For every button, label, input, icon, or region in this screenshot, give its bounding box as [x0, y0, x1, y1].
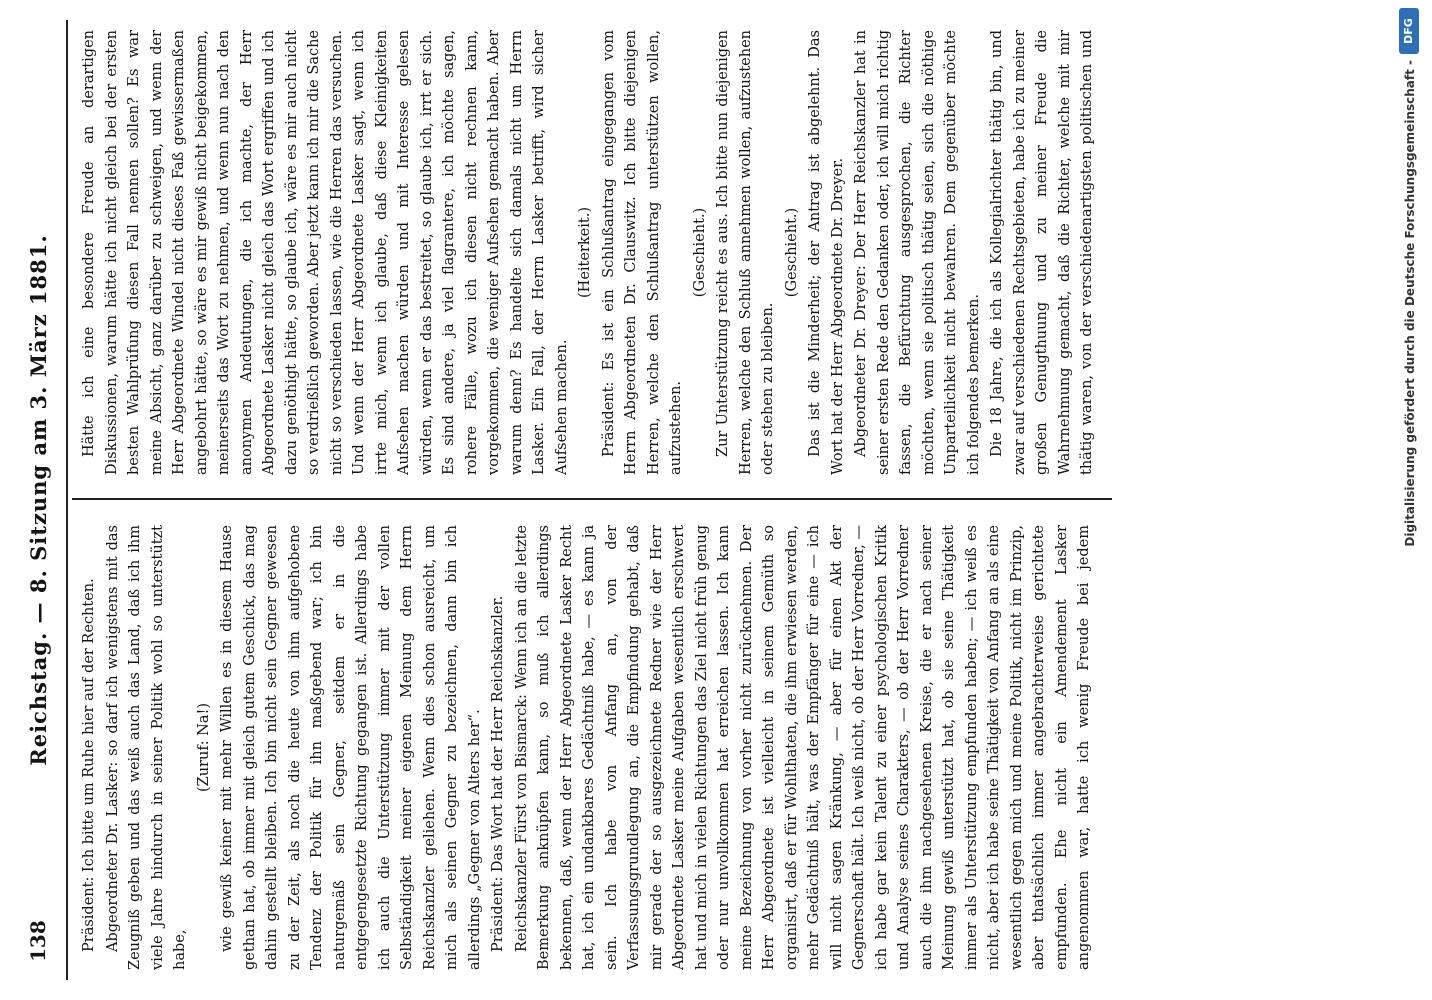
interjection: (Zuruf: Na!) — [195, 702, 212, 793]
page-header — [22, 12, 62, 988]
interjection: (Heiterkeit.) — [577, 207, 593, 298]
dfg-logo-label: DFG — [1402, 18, 1415, 44]
column-divider — [72, 498, 1112, 500]
paragraph: Reichskanzler Fürst von Bismarck: Wenn ich an die letzte Bemerkung anknüpfen kann, so muß ich allerdings bekennen, daß, wenn der Herr Abgeordnete Lasker Recht hat, ich ein undankbares Gedächtniß habe, — es kann ja sein. Ich habe von Anfang an, von der Verfassungsgrundlegung an, die Empfindung gehabt, daß mir gerade der so ausgezeichnete Redner wie der Herr Abgeordnete Lasker meine Aufgaben wesentlich erschwert hat und mich in vielen Richtungen das Ziel nicht früh genug oder nur unvollkommen hat erreichen lassen. Ich kann meine Bezeichnung von vorher nicht zurücknehmen. Der Herr Abgeordnete ist vielleicht in seinem Gemüth so organisirt, daß er für Wohlthaten, die ihm erwiesen werden, mehr Gedächtniß hält, was der Empfänger für eine — ich will nicht sagen Kränkung, — aber für einen Akt der Gegnerschaft hält. Ich weiß nicht, ob der Herr Vorredner, — ich habe gar kein Talent zu einer psychologischen Kritik und Analyse seines Charakters, — ob der Herr Vorredner auch die ihm nachgesehenen Kreise, die er nach seiner Meinung gewiß unterstützt hat, ob sie seine Thätigkeit immer als Unterstützung empfunden haben; — ich weiß es nicht, aber ich habe seine Thätigkeit von Anfang an als eine wesentlich gegen mich und meine Politik, nicht im Prinzip, aber thatsächlich immer angebrachterweise gerichtete empfunden. Ehe nicht ein Amendement Lasker angenommen war, hatte ich wenig Freude bei jedem — [513, 525, 1092, 970]
paragraph: Präsident: Es ist ein Schlußantrag eingegangen vom Herrn Abgeordneten Dr. Clauswitz. Ich bitte diejenigen Herren, welche den Schlußantrag unterstützen wollen, aufzustehen. — [600, 30, 684, 475]
paragraph: wie gewiß keiner mit mehr Willen es in diesem Hause gethan hat, ob immer mit gleich gutem Geschick, das mag dahin gestellt bleiben. Ich bin nicht sein Gegner gewesen zu der Zeit, als noch die heute von ihm aufgehobene Tendenz der Politik für ihn maßgebend war; ich bin naturgemäß sein Gegner, seitdem er in die entgegengesetzte Richtung gegangen ist. Allerdings habe ich auch die Unterstützung immer mit der vollen Selbständigkeit meiner eigenen Meinung dem Herrn Reichskanzler geliehen. Wenn dies schon ausreicht, um mich als seinen Gegner zu bezeichnen, dann bin ich allerdings „Gegner von Alters her“. — [219, 525, 483, 970]
digitization-credit: Digitalisierung gefördert durch die Deutsche Forschungsgemeinschaft - — [1403, 60, 1417, 547]
text-column-right — [78, 30, 1098, 475]
header-rule — [66, 20, 68, 980]
paragraph: Abgeordneter Dr. Dreyer: Der Herr Reichskanzler hat in seiner ersten Rede den Gedanken oder, ich will mich richtig fassen, die Befürchtung ausgesprochen, die Richter möchten, wenn sie politisch thätig seien, sich die nöthige Unparteilichkeit nicht bewahren. Dem gegenüber möchte ich folgendes bemerken. — [853, 30, 982, 475]
paragraph: Abgeordneter Dr. Lasker: so darf ich wenigstens mit das Zeugniß geben und das weiß auch das Land, daß ich ihm viele Jahre hindurch in seiner Politik wohl so unterstützt habe, — [104, 525, 188, 970]
interjection: (Geschieht.) — [691, 207, 708, 298]
interjection: (Geschieht.) — [783, 207, 800, 298]
paragraph: Die 18 Jahre, die ich als Kollegialrichter thätig bin, und zwar auf verschiedenen Rechtsgebieten, habe ich zu meiner großen Genugthuung und zu meiner Freude die Wahrnehmung gemacht, daß die Richter, welche mit mir thätig waren, von der verschiedenartigsten politischen und — [989, 30, 1095, 475]
paragraph: Zur Unterstützung reicht es aus. Ich bitte nun diejenigen Herren, welche den Schluß annehmen wollen, aufzustehen oder stehen zu bleiben. — [715, 30, 776, 475]
paragraph: Präsident: Ich bitte um Ruhe hier auf der Rechten. — [81, 578, 97, 952]
paragraph: Das ist die Minderheit; der Antrag ist abgelehnt. Das Wort hat der Herr Abgeordnete Dr. Dreyer. — [807, 30, 846, 475]
page-number: 138 — [26, 920, 50, 962]
paragraph: Präsident: Das Wort hat der Herr Reichskanzler. — [490, 595, 506, 952]
digitization-credit-bar — [1393, 0, 1429, 1000]
running-head: Reichstag. — 8. Sitzung am 3. März 1881. — [26, 234, 51, 766]
text-column-left — [78, 525, 1098, 970]
paragraph: Hätte ich eine besondere Freude an derartigen Diskussionen, warum hätte ich nicht gleich bei der ersten besten Wahlprüfung diesen Fall nennen sollen? Es war meine Absicht, ganz darüber zu schweigen, und wenn der Herr Abgeordnete Windel nicht dieses Faß gewissermaßen angebohrt hätte, so wäre es mir gewiß nicht beigekommen, meinerseits das Wort zu nehmen, und wenn nun nach den anonymen Andeutungen, die ich machte, der Herr Abgeordnete Lasker nicht gleich das Wort ergriffen und ich dazu genöthigt hätte, so glaube ich, wäre es mir auch nicht so verdrießlich geworden. Aber jetzt kann ich mir die Sache nicht so verschieden lassen, wie die Herren das versuchen. Und wenn der Herr Abgeordnete Lasker sagt, wenn ich irrte mich, wenn ich glaube, daß diese Kleinigkeiten Aufsehen machen würden und mit Interesse gelesen würden, wenn er das bestreitet, so glaube ich, irrt er sich. Es sind andere, ja viel flagrantere, ich möchte sagen, rohere Fälle, wozu ich diesen nicht rechnen kann, vorgekommen, die weniger Aufsehen gemacht haben. Aber warum denn? Es handelte sich damals nicht um Herrn Lasker. Ein Fall, der Herrn Lasker betrifft, wird sicher Aufsehen machen. — [81, 30, 570, 475]
